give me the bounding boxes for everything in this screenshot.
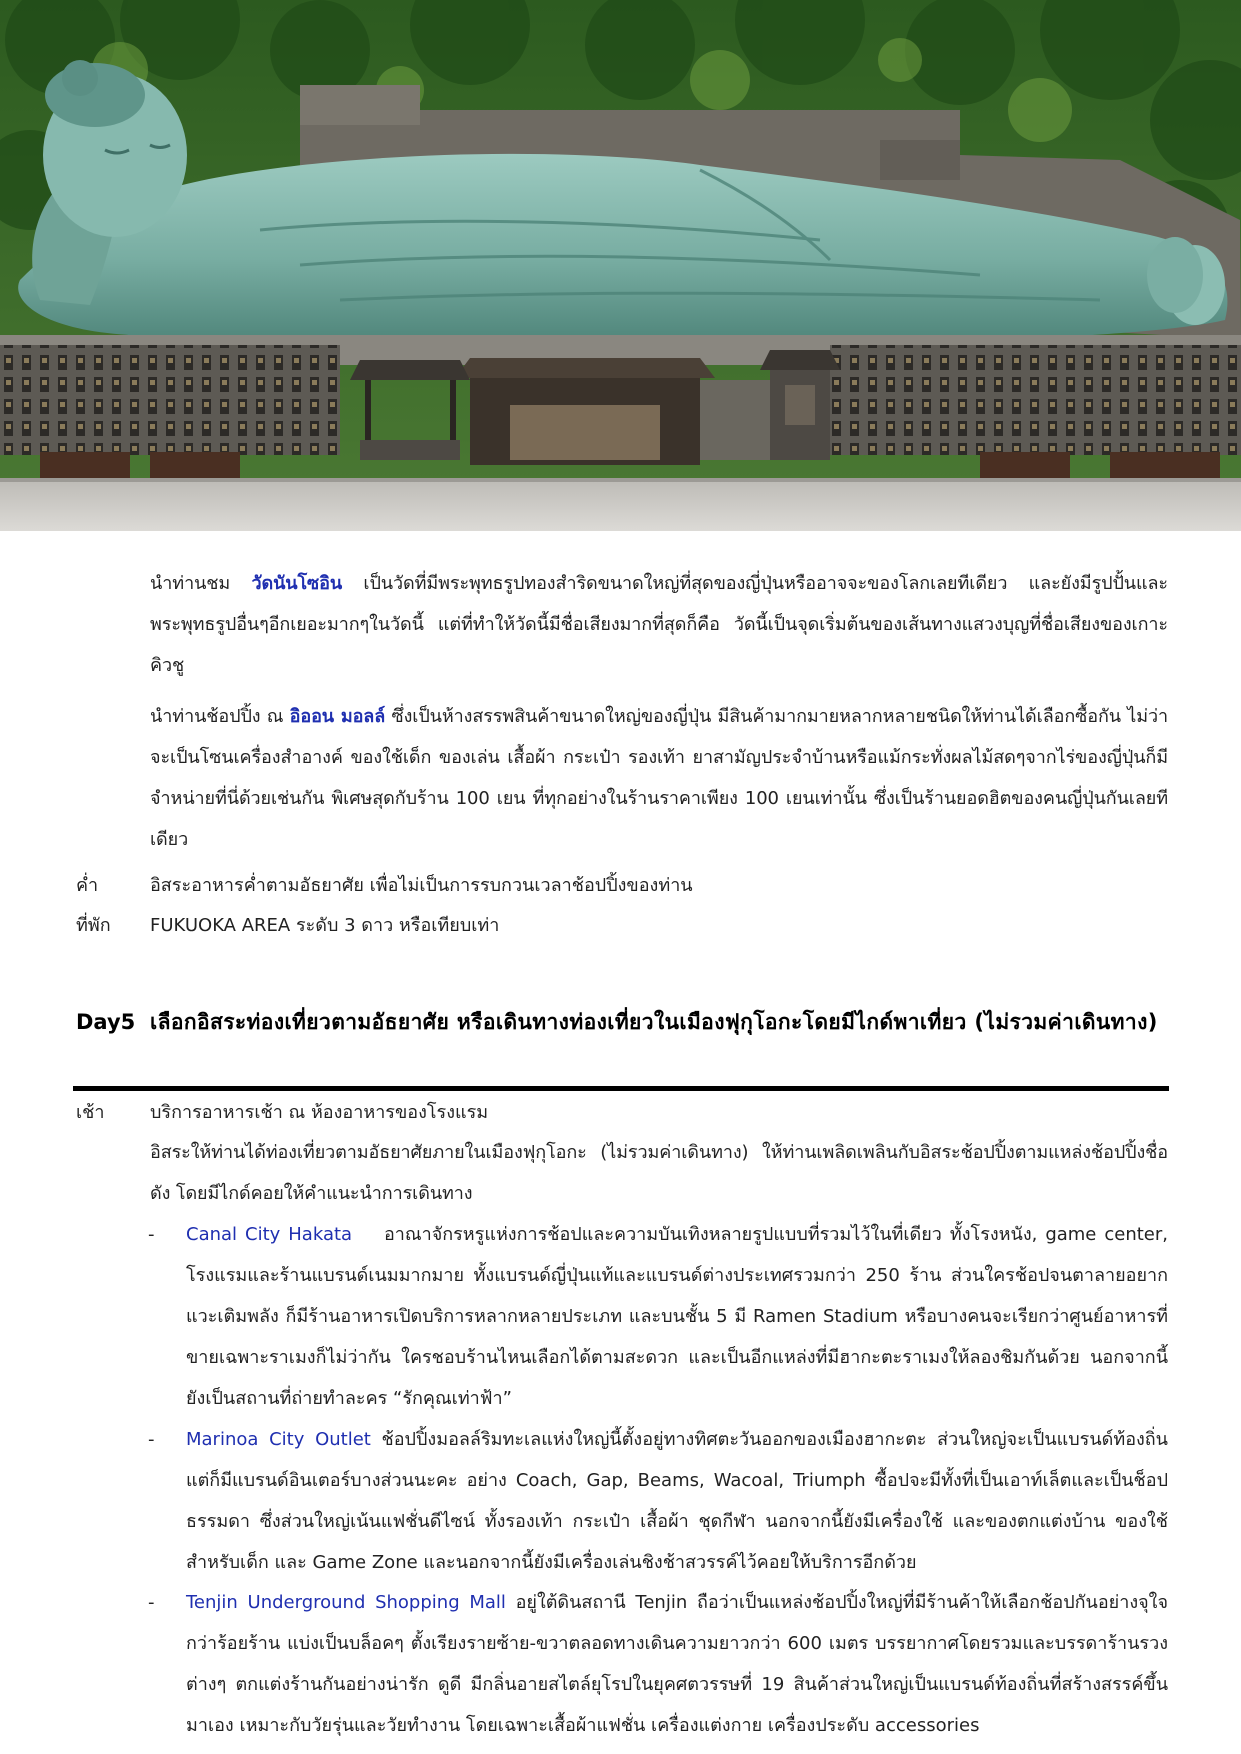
day5-title: เลือกอิสระท่องเที่ยวตามอัธยาศัย หรือเดินทางท่องเที่ยวในเมืองฟุกุโอกะโดยมีไกด์พาเที่ยว (ไม่รวมค่าเดินทาง) [150,1010,1158,1034]
bullet-dash: - [148,1224,155,1245]
hotel-text: FUKUOKA AREA ระดับ 3 ดาว หรือเทียบเท่า [150,915,500,936]
canal-city-link[interactable]: Canal City Hakata [186,1224,353,1245]
reclining-buddha-photo [0,0,1241,531]
section-divider [73,1086,1169,1091]
day5-label: Day5 [76,1010,136,1034]
mall-name-link[interactable]: อิออน มอลล์ [289,706,386,727]
canal-city-text: อาณาจักรหรูแห่งการช้อปและความบันเทิงหลายรูปแบบที่รวมไว้ในที่เดียว ทั้งโรงหนัง, game center, โรงแรมและร้านแบรนด์เนมมากมาย ทั้งแบรนด์ญี่ปุ่นแท้และแบรนด์ต่างประเทศรวมกว่า 250 ร้าน ส่วนใครช้อปจนตาลายอยากแวะเติมพลัง ก็มีร้านอาหารเปิดบริการหลากหลายประเภท และบนชั้น 5 มี Ramen Stadium หรือบางคนจะเรียกว่าศูนย์อาหารที่ขายเฉพาะราเมงก็ไม่ว่ากัน ใครชอบร้านไหนเลือกได้ตามสะดวก และเป็นอีกแหล่งที่มีฮากะตะราเมงให้ลองชิมกันด้วย นอกจากนี้ยังเป็นสถานที่ถ่ายทำละคร “รักคุณเท่าฟ้า” [186,1224,1174,1409]
bullet-dash: - [148,1592,155,1613]
temple-name-link[interactable]: วัดนันโซอิน [251,573,343,594]
para2-text: ซึ่งเป็นห้างสรรพสินค้าขนาดใหญ่ของญี่ปุ่น มีสินค้ามากมายหลากหลายชนิดให้ท่านได้เลือกซื้อกัน ไม่ว่าจะเป็นโซนเครื่องสำอางค์ ของใช้เด็ก ของเล่น เสื้อผ้า กระเป๋า รองเท้า ยาสามัญประจำบ้านหรือแม้กระทั่งผลไม้สดๆจากไร่ของญี่ปุ่นก็มีจำหน่ายที่นี่ด้วยเช่นกัน พิเศษสุดกับร้าน 100 เยน ที่ทุกอย่างในร้านราคาเพียง 100 เยนเท่านั้น ซึ่งเป็นร้านยอดฮิตของคนญี่ปุ่นกันเลยทีเดียว [150,706,1168,850]
lantern-rows-right [830,345,1241,455]
intro-paragraph-nanzoin [150,563,1168,686]
bullet-dash: - [148,1429,155,1450]
dinner-label: ค่ำ [76,875,99,896]
intro-paragraph-aeon-mall [150,696,1168,860]
tenjin-mall-text: อยู่ใต้ดินสถานี Tenjin ถือว่าเป็นแหล่งช้อปปิ้งใหญ่ที่มีร้านค้าให้เลือกช้อปกันอย่างจุใจกว่าร้อยร้าน แบ่งเป็นบล็อคๆ ตั้งเรียงรายซ้าย-ขวาตลอดทางเดินความยาวกว่า 600 เมตร บรรยากาศโดยรวมและบรรดาร้านรวงต่างๆ ตกแต่งร้านกันอย่างน่ารัก ดูดี มีกลิ่นอายสไตล์ยุโรปในยุคศตวรรษที่ 19 สินค้าส่วนใหญ่เป็นแบรนด์ท้องถิ่นที่สร้างสรรค์ขึ้นมาเอง เหมาะกับวัยรุ่นและวัยทำงาน โดยเฉพาะเสื้อผ้าแฟชั่น เครื่องแต่งกาย เครื่องประดับ accessories [186,1592,1168,1736]
hotel-label: ที่พัก [76,915,111,936]
para1-text: เป็นวัดที่มีพระพุทธรูปทองสำริดขนาดใหญ่ที่สุดของญี่ปุ่นหรืออาจจะของโลกเลยทีเดียว และยังมีรูปปั้นและพระพุทธรูปอื่นๆอีกเยอะมากๆในวัดนี้ แต่ที่ทำให้วัดนี้มีชื่อเสียงมากที่สุดก็คือ วัดนี้เป็นจุดเริ่มต้นของเส้นทางแสวงบุญที่ชื่อเสียงของเกาะคิวชู [150,573,1168,676]
marinoa-city-link[interactable]: Marinoa City Outlet [186,1429,371,1450]
morning-label: เช้า [76,1102,105,1123]
morning-breakfast: บริการอาหารเช้า ณ ห้องอาหารของโรงแรม [150,1102,489,1123]
dinner-text: อิสระอาหารค่ำตามอัธยาศัย เพื่อไม่เป็นการรบกวนเวลาช้อปปิ้งของท่าน [150,875,693,896]
pavement [0,480,1241,531]
para2-prefix: นำท่านช้อปปิ้ง ณ [150,706,290,727]
marinoa-city-text: ช้อปปิ้งมอลล์ริมทะเลแห่งใหญ่นี้ตั้งอยู่ทางทิศตะวันออกของเมืองฮากะตะ ส่วนใหญ่จะเป็นแบรนด์ท้องถิ่น แต่ก็มีแบรนด์อินเตอร์บางส่วนนะคะ อย่าง Coach, Gap, Beams, Wacoal, Triumph ซื้อปจะมีทั้งที่เป็นเอาท์เล็ตและเป็นช็อปธรรมดา ซึ่งส่วนใหญ่เน้นแฟชั่นดีไซน์ ทั้งรองเท้า กระเป๋า เสื้อผ้า ชุดกีฬา นอกจากนี้ยังมีเครื่องใช้ และของตกแต่งบ้าน ของใช้สำหรับเด็ก และ Game Zone และนอกจากนี้ยังมีเครื่องเล่นชิงช้าสวรรค์ไว้คอยให้บริการอีกด้วย [186,1429,1168,1573]
lantern-rows-left [0,345,340,455]
morning-description: อิสระให้ท่านได้ท่องเที่ยวตามอัธยาศัยภายในเมืองฟุกุโอกะ (ไม่รวมค่าเดินทาง) ให้ท่านเพลิดเพลินกับอิสระช้อปปิ้งตามแหล่งช้อปปิ้งชื่อดัง โดยมีไกด์คอยให้คำแนะนำการเดินทาง [150,1142,1168,1204]
para1-prefix: นำท่านชม [150,573,252,594]
tenjin-mall-link[interactable]: Tenjin Underground Shopping Mall [186,1592,506,1613]
right-pavilion [760,350,840,460]
